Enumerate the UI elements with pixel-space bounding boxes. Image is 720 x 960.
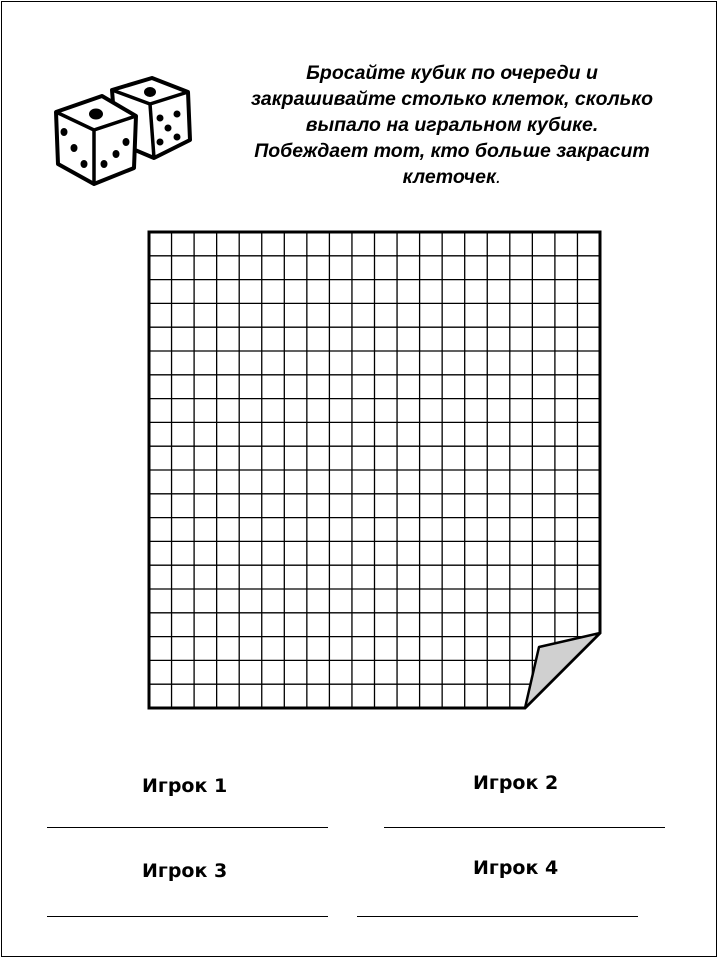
game-instructions xyxy=(222,60,682,190)
dice-illustration xyxy=(50,70,195,190)
player-2-line[interactable] xyxy=(384,827,665,828)
instruction-line-5 xyxy=(222,164,682,190)
player-4-label: Игрок 4 xyxy=(473,857,559,879)
instruction-line-5-period: . xyxy=(495,166,502,188)
instruction-line-5-text: клеточек xyxy=(402,166,496,188)
player-4-line[interactable] xyxy=(357,916,638,917)
front-die-icon xyxy=(56,96,136,184)
instruction-line-4: Побеждает тот, кто больше закрасит xyxy=(254,140,650,162)
player-2-label: Игрок 2 xyxy=(473,772,559,794)
player-3-line[interactable] xyxy=(47,916,328,917)
instruction-line-1: Бросайте кубик по очереди и xyxy=(306,62,598,84)
player-1-label: Игрок 1 xyxy=(142,775,228,797)
curled-corner-icon xyxy=(525,633,600,708)
player-3-label: Игрок 3 xyxy=(142,860,228,882)
instruction-line-3: выпало на игральном кубике. xyxy=(305,114,599,136)
grid-cells xyxy=(149,232,600,708)
player-1-line[interactable] xyxy=(47,827,328,828)
coloring-grid[interactable] xyxy=(147,230,602,710)
instruction-line-2: закрашивайте столько клеток, сколько xyxy=(250,88,653,110)
